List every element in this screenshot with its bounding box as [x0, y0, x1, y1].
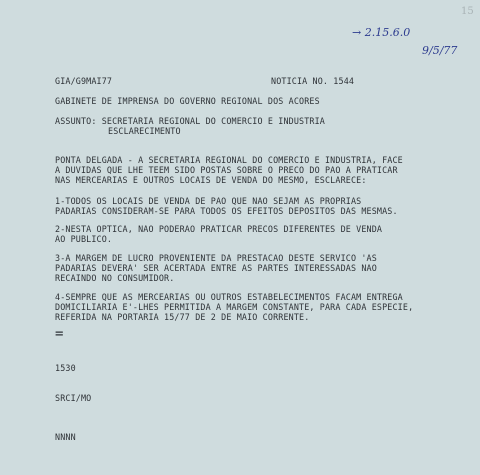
intro-line-1: PONTA DELGADA - A SECRETARIA REGIONAL DO COMERCIO E INDUSTRIA, FACE	[55, 155, 403, 165]
gabinete-heading: GABINETE DE IMPRENSA DO GOVERNO REGIONAL DOS ACORES	[55, 96, 320, 106]
item-2-line-1: 2-NESTA OPTICA, NAO PODERAO PRATICAR PRECOS DIFERENTES DE VENDA	[55, 224, 383, 234]
sender-initials: SRCI/MO	[55, 393, 92, 403]
corner-page-number: 15	[461, 6, 474, 17]
noticia-number: NOTICIA NO. 1544	[271, 76, 355, 86]
item-3-line-3: RECAINDO NO CONSUMIDOR.	[55, 273, 175, 283]
transmission-time: 1530	[55, 363, 76, 373]
assunto-line: ASSUNTO: SECRETARIA REGIONAL DO COMERCIO E INDUSTRIA	[55, 116, 325, 126]
handwritten-reference: → 2.15.6.0	[352, 26, 411, 39]
dispatch-code: GIA/G9MAI77	[55, 76, 113, 86]
telex-signoff: NNNN	[55, 432, 76, 442]
item-2-line-2: AO PUBLICO.	[55, 234, 113, 244]
end-of-text-mark: =	[55, 326, 65, 342]
item-4-line-3: REFERIDA NA PORTARIA 15/77 DE 2 DE MAIO CORRENTE.	[55, 312, 310, 322]
item-4-line-1: 4-SEMPRE QUE AS MERCEARIAS OU OUTROS ESTABELECIMENTOS FACAM ENTREGA	[55, 292, 403, 302]
intro-line-2: A DUVIDAS QUE LHE TEEM SIDO POSTAS SOBRE O PRECO DO PAO A PRATICAR	[55, 165, 398, 175]
handwritten-date: 9/5/77	[422, 44, 458, 57]
item-3-line-1: 3-A MARGEM DE LUCRO PROVENIENTE DA PRESTACAO DESTE SERVICO 'AS	[55, 253, 377, 263]
item-1-line-2: PADARIAS CONSIDERAM-SE PARA TODOS OS EFEITOS DEPOSITOS DAS MESMAS.	[55, 206, 398, 216]
item-4-line-2: DOMICILIARIA E'-LHES PERMITIDA A MARGEM CONSTANTE, PARA CADA ESPECIE,	[55, 302, 414, 312]
assunto-continuation: ESCLARECIMENTO	[108, 126, 181, 136]
intro-line-3: NAS MERCEARIAS E OUTROS LOCAIS DE VENDA DO MESMO, ESCLARECE:	[55, 175, 367, 185]
item-3-line-2: PADARIAS DEVERA' SER ACERTADA ENTRE AS PARTES INTERESSADAS NAO	[55, 263, 377, 273]
item-1-line-1: 1-TODOS OS LOCAIS DE VENDA DE PAO QUE NAO SEJAM AS PROPRIAS	[55, 196, 362, 206]
